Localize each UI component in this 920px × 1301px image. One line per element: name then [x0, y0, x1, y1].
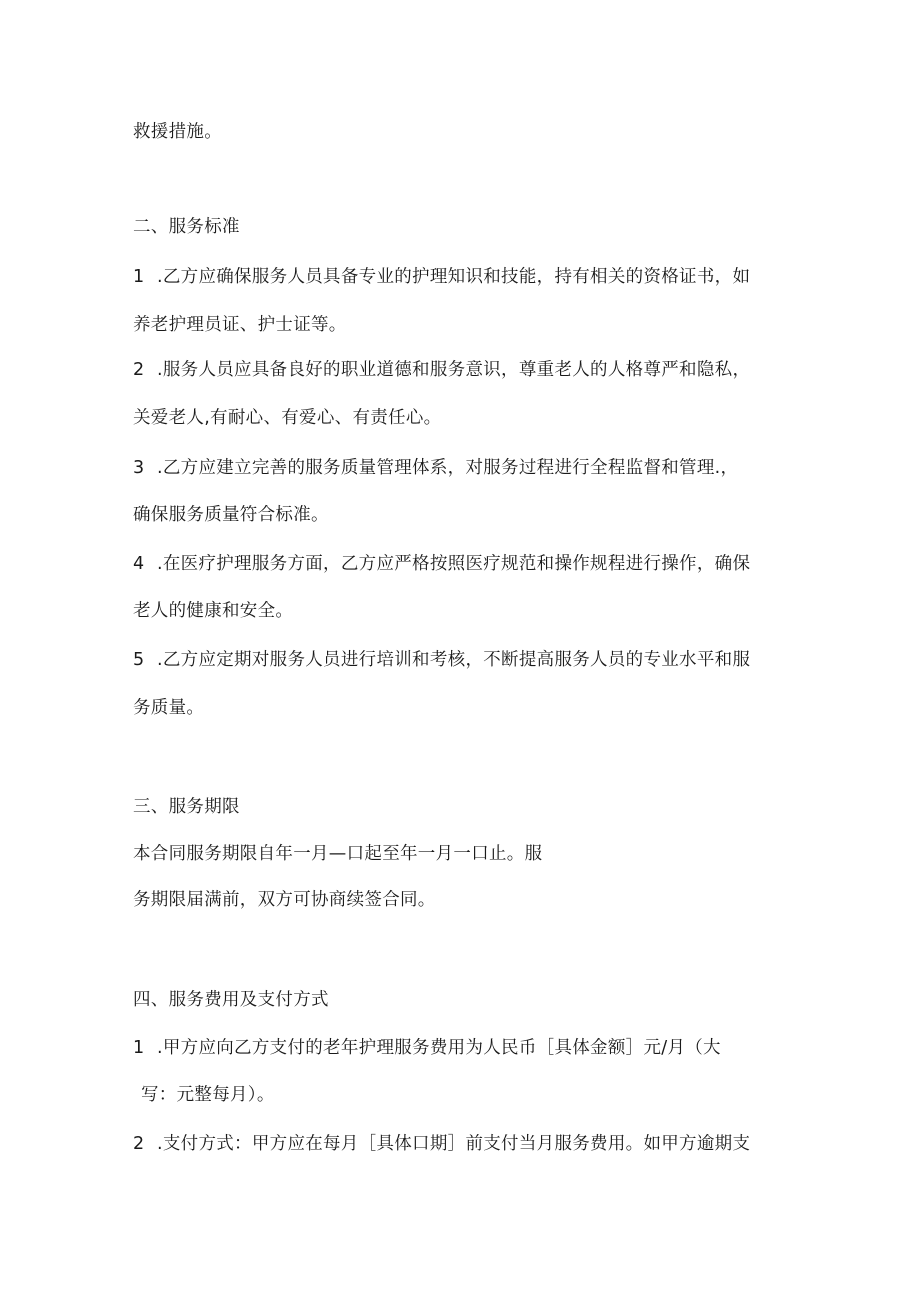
item-number: 2 [133, 360, 145, 380]
item-number: 1 [133, 1038, 145, 1058]
item-number: 4 [133, 554, 145, 574]
item-text: .支付方式：甲方应在每月［具体口期］前支付当月服务费用。如甲方逾期支 [157, 1134, 751, 1154]
section-4-item-2-line-1 [133, 1132, 793, 1156]
item-text: .服务人员应具备良好的职业道德和服务意识，尊重老人的人格尊严和隐私， [157, 360, 751, 380]
item-text: .乙方应确保服务人员具备专业的护理知识和技能，持有相关的资格证书，如 [157, 267, 751, 287]
item-text: .在医疗护理服务方面，乙方应严格按照医疗规范和操作规程进行操作，确保 [157, 554, 751, 574]
section-3-line-2: 务期限届满前，双方可协商续签合同。 [133, 890, 436, 910]
intro-text: 救援措施。 [133, 122, 222, 142]
section-2-item-1-line-2: 养老护理员证、护士证等。 [133, 315, 347, 335]
item-number: 3 [133, 458, 145, 478]
section-2-item-3-line-2: 确保服务质量符合标准。 [133, 505, 329, 525]
section-4-heading: 四、服务费用及支付方式 [133, 990, 329, 1010]
item-number: 2 [133, 1134, 145, 1154]
section-2-item-3-line-1 [133, 456, 793, 480]
item-text: .乙方应建立完善的服务质量管理体系，对服务过程进行全程监督和管理.， [157, 458, 739, 478]
item-text: .乙方应定期对服务人员进行培训和考核，不断提高服务人员的专业水平和服 [157, 650, 751, 670]
section-4-item-1-line-2: 写：元整每月）。 [141, 1085, 275, 1105]
section-4-item-1-line-1 [133, 1036, 793, 1060]
section-2-item-2-line-1 [133, 358, 793, 382]
section-2-item-4-line-2: 老人的健康和安全。 [133, 601, 294, 621]
section-2-item-2-line-2: 关爱老人,有耐心、有爱心、有责任心。 [133, 408, 442, 428]
section-3-line-1: 本合同服务期限自年一月—口起至年一月一口止。服 [133, 844, 543, 864]
section-2-item-5-line-2: 务质量。 [133, 698, 205, 718]
section-2-item-4-line-1 [133, 552, 793, 576]
item-text: .甲方应向乙方支付的老年护理服务费用为人民币［具体金额］元/月（大 [157, 1038, 721, 1058]
section-3-heading: 三、服务期限 [133, 797, 240, 817]
section-2-heading: 二、服务标准 [133, 217, 240, 237]
item-number: 1 [133, 267, 145, 287]
section-2-item-1-line-1 [133, 265, 793, 289]
section-2-item-5-line-1 [133, 648, 793, 672]
item-number: 5 [133, 650, 145, 670]
